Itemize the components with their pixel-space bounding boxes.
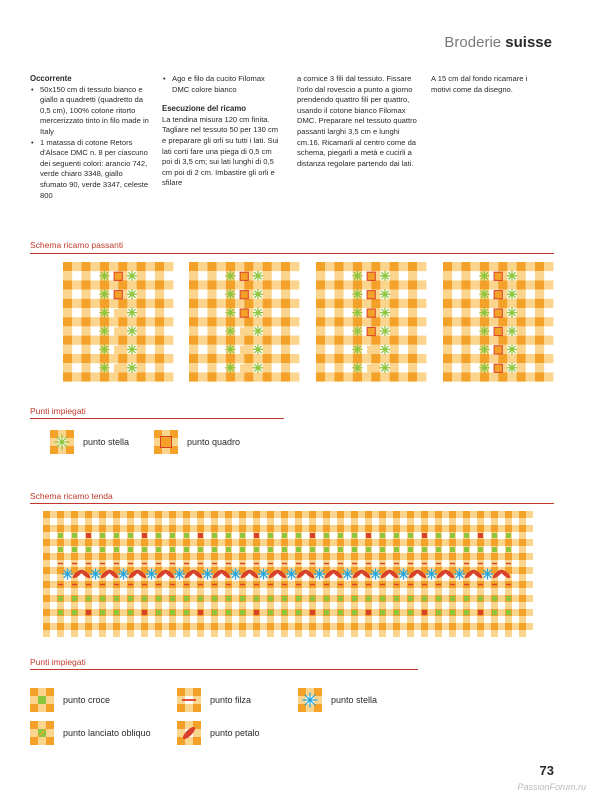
cross-stitch-mark	[282, 533, 287, 538]
legend-running-stitch	[177, 688, 251, 712]
cross-stitch-mark	[338, 533, 343, 538]
star-stitch-mark	[427, 569, 437, 579]
cross-stitch-mark	[366, 596, 371, 601]
red-mark	[254, 610, 259, 615]
cross-stitch-mark	[212, 547, 217, 552]
star-stitch-mark	[119, 569, 129, 579]
legend-label: punto quadro	[187, 437, 241, 447]
cross-stitch-mark	[380, 610, 385, 615]
execution-text: La tendina misura 120 cm finita. Tagliare nel tessuto 50 per 130 cm e preparare gli orli su tutti i lati. Sui lati corti fare una piega di 0,5 cm poi di 3,5 cm; sui lati lunghi di 0,5 cm poi di 2 cm. Imbastire gli orli e sfilare	[162, 114, 279, 188]
star-stitch-mark	[231, 569, 241, 579]
running-stitch-icon	[177, 688, 201, 712]
cross-stitch-mark	[324, 533, 329, 538]
cross-stitch-mark	[394, 610, 399, 615]
materials-item: • 50x150 cm di tessuto bianco e giallo a quadretti (quadretto da 0,5 cm), 100% cotone ritorto mercerizzato tinto in filo made in Italy	[40, 85, 150, 138]
cross-stitch-mark	[170, 596, 175, 601]
cross-stitch-mark	[422, 596, 427, 601]
cross-stitch-mark	[128, 596, 133, 601]
cross-stitch-mark	[72, 610, 77, 615]
cross-stitch-mark	[492, 596, 497, 601]
cross-stitch-mark	[450, 610, 455, 615]
star-stitch-mark	[147, 569, 157, 579]
cross-stitch-mark	[492, 533, 497, 538]
red-mark	[86, 533, 91, 538]
cross-stitch-mark	[296, 610, 301, 615]
cross-stitch-mark	[226, 547, 231, 552]
materials-item: • 1 matassa di cotone Retors d'Alsace DMC n. 8 per ciascuno dei seguenti colori: arancio 742, verde chiaro 3348, giallo sfumato 90, verde 3347, celeste 800	[40, 138, 150, 202]
section-title-passanti: Schema ricamo passanti	[30, 240, 124, 250]
cross-glyph	[38, 696, 46, 704]
cross-stitch-mark	[240, 547, 245, 552]
legend-label: punto stella	[83, 437, 130, 447]
section-title-tenda: Schema ricamo tenda	[30, 491, 113, 501]
page-number: 73	[539, 763, 554, 778]
red-mark	[478, 533, 483, 538]
cross-stitch-mark	[422, 547, 427, 552]
star-stitch-mark	[63, 569, 73, 579]
cross-stitch-mark	[198, 596, 203, 601]
cross-stitch-mark	[268, 533, 273, 538]
cross-stitch-mark	[128, 533, 133, 538]
cross-stitch-mark	[156, 533, 161, 538]
section-title-stitches-1: Punti impiegati	[30, 406, 86, 416]
legend-star-stitch-2	[298, 688, 377, 712]
cross-stitch-mark	[366, 547, 371, 552]
cross-stitch-mark	[58, 596, 63, 601]
cross-stitch-mark	[408, 547, 413, 552]
cross-stitch-mark	[212, 610, 217, 615]
cross-stitch-mark	[394, 547, 399, 552]
star-stitch-mark	[203, 569, 213, 579]
cross-stitch-mark	[268, 596, 273, 601]
cross-stitch-mark	[464, 610, 469, 615]
cross-stitch-mark	[142, 547, 147, 552]
cross-stitch-mark	[254, 596, 259, 601]
cross-stitch-mark	[436, 610, 441, 615]
star-stitch-mark	[399, 569, 409, 579]
cross-stitch-mark	[58, 610, 63, 615]
star-stitch-icon	[298, 688, 322, 712]
red-mark	[86, 610, 91, 615]
cross-stitch-mark	[226, 533, 231, 538]
star-stitch-mark	[175, 569, 185, 579]
star-stitch-mark	[259, 569, 269, 579]
cross-stitch-mark	[338, 610, 343, 615]
red-mark	[366, 610, 371, 615]
cross-stitch-mark	[450, 547, 455, 552]
legend-label: punto stella	[331, 695, 378, 705]
cross-stitch-mark	[436, 547, 441, 552]
cross-stitch-mark	[58, 547, 63, 552]
cross-stitch-mark	[226, 596, 231, 601]
cross-stitch-mark	[72, 547, 77, 552]
legend-label: punto filza	[210, 695, 252, 705]
petal-stitch-icon	[177, 721, 201, 745]
cross-stitch-mark	[282, 547, 287, 552]
cross-stitch-mark	[310, 547, 315, 552]
cross-stitch-mark	[338, 547, 343, 552]
cross-stitch-mark	[492, 610, 497, 615]
cross-stitch-mark	[352, 547, 357, 552]
legend-label: punto petalo	[210, 728, 260, 738]
cross-stitch-mark	[100, 610, 105, 615]
legend-label: punto lanciato obliquo	[63, 728, 151, 738]
materials-heading: Occorrente	[30, 74, 72, 83]
cross-stitch-mark	[450, 596, 455, 601]
cross-stitch-mark	[408, 596, 413, 601]
cross-stitch-mark	[324, 547, 329, 552]
cross-stitch-mark	[324, 596, 329, 601]
cross-stitch-mark	[142, 596, 147, 601]
cross-stitch-mark	[240, 596, 245, 601]
cross-stitch-mark	[58, 533, 63, 538]
continued-text: a cornice 3 fili dal tessuto. Fissare l'orlo dal rovescio a punto a giorno prendendo quattro fili per quattro, usando il cotone bianco Filomax DMC. Preparare nel tessuto quattro passanti larghi 3,5 cm e lunghi cm.16. Ricamarli al centro come da schema, piegarli a metà e cucirli a distanza regolare partendo dai lati.	[297, 74, 417, 168]
cross-stitch-mark	[492, 547, 497, 552]
cross-stitch-mark	[198, 547, 203, 552]
star-stitch-mark	[315, 569, 325, 579]
cross-stitch-mark	[380, 547, 385, 552]
final-text: A 15 cm dal fondo ricamare i motivi come da disegno.	[431, 74, 528, 94]
red-mark	[310, 610, 315, 615]
cross-stitch-mark	[380, 596, 385, 601]
red-mark	[198, 610, 203, 615]
star-glyph	[303, 693, 317, 707]
cross-stitch-mark	[100, 533, 105, 538]
red-mark	[310, 533, 315, 538]
cross-stitch-mark	[478, 547, 483, 552]
cross-stitch-mark	[156, 547, 161, 552]
cross-stitch-mark	[506, 547, 511, 552]
cross-stitch-mark	[212, 533, 217, 538]
cross-stitch-mark	[128, 610, 133, 615]
cross-stitch-mark	[436, 596, 441, 601]
cross-stitch-mark	[268, 547, 273, 552]
star-stitch-mark	[343, 569, 353, 579]
cross-stitch-mark	[296, 547, 301, 552]
cross-stitch-mark	[170, 547, 175, 552]
materials-item: • Ago e filo da cucito Filomax DMC colore bianco	[172, 74, 280, 95]
legend-petal-stitch	[177, 721, 260, 745]
red-mark	[478, 610, 483, 615]
cross-stitch-mark	[352, 610, 357, 615]
red-mark	[142, 610, 147, 615]
cross-stitch-mark	[86, 547, 91, 552]
cross-stitch-mark	[240, 533, 245, 538]
header-bold: suisse	[505, 34, 552, 51]
cross-stitch-mark	[506, 533, 511, 538]
red-mark	[422, 610, 427, 615]
cross-stitch-mark	[114, 547, 119, 552]
cross-stitch-mark	[114, 596, 119, 601]
star-stitch-mark	[455, 569, 465, 579]
cross-stitch-mark	[478, 596, 483, 601]
legend-label: punto croce	[63, 695, 111, 705]
cross-stitch-mark	[324, 610, 329, 615]
cross-stitch-mark	[408, 610, 413, 615]
cross-stitch-mark	[282, 610, 287, 615]
star-stitch-mark	[91, 569, 101, 579]
star-stitch-mark	[483, 569, 493, 579]
red-mark	[254, 533, 259, 538]
legend-oblique-stitch	[30, 721, 151, 745]
cross-stitch-mark	[184, 610, 189, 615]
star-stitch-mark	[371, 569, 381, 579]
cross-stitch-mark	[170, 610, 175, 615]
cross-stitch-mark	[464, 596, 469, 601]
oblique-stitch-icon	[30, 721, 54, 745]
cross-stitch-mark	[436, 533, 441, 538]
cross-stitch-mark	[338, 596, 343, 601]
cross-stitch-icon	[30, 688, 54, 712]
cross-stitch-mark	[212, 596, 217, 601]
cross-stitch-mark	[240, 610, 245, 615]
cross-stitch-mark	[100, 596, 105, 601]
cross-stitch-mark	[128, 547, 133, 552]
cross-stitch-mark	[282, 596, 287, 601]
cross-stitch-mark	[226, 610, 231, 615]
watermark: PassionForum.ru	[517, 782, 586, 792]
red-mark	[422, 533, 427, 538]
cross-stitch-mark	[184, 547, 189, 552]
cross-stitch-mark	[268, 610, 273, 615]
cross-stitch-mark	[464, 533, 469, 538]
cross-stitch-mark	[394, 533, 399, 538]
cross-stitch-mark	[100, 547, 105, 552]
execution-heading: Esecuzione del ricamo	[162, 104, 247, 114]
cross-stitch-mark	[296, 533, 301, 538]
legend-cross-stitch	[30, 688, 110, 712]
cross-stitch-mark	[380, 533, 385, 538]
cross-stitch-mark	[72, 596, 77, 601]
cross-stitch-mark	[394, 596, 399, 601]
cross-stitch-mark	[86, 596, 91, 601]
red-mark	[198, 533, 203, 538]
cross-stitch-mark	[170, 533, 175, 538]
cross-stitch-mark	[184, 533, 189, 538]
star-stitch-mark	[287, 569, 297, 579]
cross-stitch-mark	[408, 533, 413, 538]
header-prefix: Broderie	[444, 34, 502, 51]
red-mark	[366, 533, 371, 538]
cross-stitch-mark	[156, 596, 161, 601]
cross-stitch-mark	[72, 533, 77, 538]
cross-stitch-mark	[464, 547, 469, 552]
cross-stitch-mark	[254, 547, 259, 552]
section-title-stitches-2: Punti impiegati	[30, 657, 86, 667]
cross-stitch-mark	[310, 596, 315, 601]
cross-stitch-mark	[506, 610, 511, 615]
red-mark	[142, 533, 147, 538]
cross-stitch-mark	[352, 596, 357, 601]
cross-stitch-mark	[352, 533, 357, 538]
cross-stitch-mark	[506, 596, 511, 601]
cross-stitch-mark	[114, 610, 119, 615]
cross-stitch-mark	[114, 533, 119, 538]
cross-stitch-mark	[184, 596, 189, 601]
cross-stitch-mark	[156, 610, 161, 615]
section-rule	[30, 669, 418, 670]
cross-stitch-mark	[296, 596, 301, 601]
cross-stitch-mark	[450, 533, 455, 538]
